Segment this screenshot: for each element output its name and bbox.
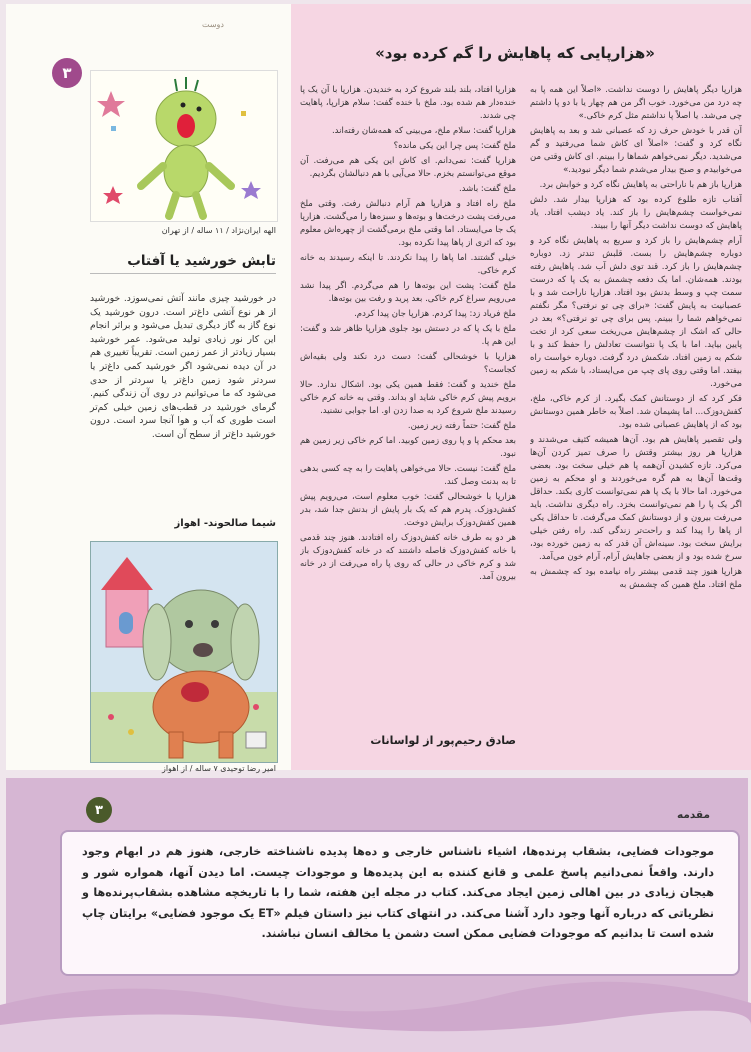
story-column-left	[300, 84, 516, 724]
intro-heading: مقدمه	[677, 809, 710, 821]
paragraph: ملخ راه افتاد و هزارپا هم آرام دنبالش رفت. وقتی ملخ می‌رفت پشت درخت‌ها و بوته‌ها و سبزه‌ها را می‌گشت. هزارپا یک جا می‌ایستاد. اما وقتی ملخ برمی‌گشت از چهره‌اش معلوم بود که اثری از پاها پیدا نکرده بود.	[300, 199, 516, 248]
intro-badge: ۳	[86, 797, 112, 823]
paragraph: آفتاب تازه طلوع کرده بود که هزارپا بیدار شد. دلش نمی‌خواست چشم‌هایش را باز کند. یاد دیشب افتاد. یاد پاهایش که دوست نداشت دیگر آنها را ببیند.	[530, 195, 742, 231]
intro-text: موجودات فضایی، بشقاب پرنده‌ها، اشیاء ناشناس خارجی و ده‌ها پدیده ناشناخته خارجی، هنوز هم در ابهام وجود دارند. واقعاً نمی‌دانیم پاسخ علمی و قانع کننده به این پدیده‌ها و موجودات چیست. اما دیدن آنها، همواره شور و هیجان زیادی در بین اهالی زمین ایجاد می‌کند. کتاب در مجله این هفته، شما را با تاریخچه مشاهده بشقاب‌پرنده‌ها و نظریاتی که درباره آنها وجود دارد آشنا می‌کند. در انتهای کتاب نیز داستان فیلم «ET یک موجود فضایی» برایتان چاپ شده است تا بدانیم که موجودات فضایی ممکن است دشمن یا مخالف انسان نباشند.	[82, 845, 715, 940]
paragraph: ملخ گفت: نیست. حالا می‌خواهی پاهایت را به چه کسی بدهی تا به بدنت وصل کند.	[300, 464, 516, 487]
page-badge: ۳	[52, 58, 82, 88]
drawing2-caption: امیر رضا توحیدی ۷ ساله / از اهواز	[161, 764, 276, 773]
story-title: «هزارپایی که پاهایش را گم کرده بود»	[375, 44, 655, 62]
paragraph: ملخ گفت: حتماً رفته زیر زمین.	[407, 421, 516, 431]
paragraph: هزارپا با خوشحالی گفت: دست درد نکند ولی بقیه‌اش کجاست؟	[300, 352, 516, 375]
paragraph: هزارپا افتاد، بلند بلند شروع کرد به خندیدن. هزارپا با آن یک پا خنده‌دار هم شده بود. ملخ با خنده گفت: سلام هزارپا، پاهایت چی شدند.	[300, 85, 516, 121]
dog-drawing-icon	[91, 542, 277, 762]
child-drawing-dog	[90, 541, 278, 763]
paragraph: هزارپا با خوشحالی گفت: خوب معلوم است، می‌رویم پیش کفش‌دوزک. پدرم هم که یک بار پایش از بدنش جدا شد، بدر همین کفش‌دوزک برایش دوخت.	[300, 492, 516, 528]
drawing1-caption: الهه ایران‌نژاد / ۱۱ ساله / از تهران	[161, 226, 276, 235]
paragraph: هزارپا باز هم با ناراحتی به پاهایش نگاه کرد و خوابش برد.	[539, 180, 742, 190]
paragraph: هزارپا هنوز چند قدمی بیشتر راه نیامده بود که چشمش به ملخ افتاد. ملخ همین که چشمش به	[530, 567, 742, 590]
paragraph: ملخ با یک پا که در دستش بود جلوی هزارپا ظاهر شد و گفت: این هم پا.	[300, 324, 516, 347]
paragraph: هزارپا گفت: سلام ملخ، می‌بینی که همه‌شان رفته‌اند.	[331, 126, 516, 136]
paragraph: بعد محکم پا و پا روی زمین کوبید. اما کرم خاکی زیر زمین هم نبود.	[300, 436, 516, 459]
paragraph: فکر کرد که از دوستانش کمک بگیرد. از کرم خاکی، ملخ، کفش‌دوزک... اما پشیمان شد. اصلاً به خاطر همین دوستانش بود که از پاهایش عصبانی شده بود.	[530, 394, 742, 430]
paragraph: ملخ فریاد زد: پیدا کردم. هزارپا جان پیدا کردم.	[354, 309, 516, 319]
sidebar-header-word: دوست	[202, 20, 224, 29]
paragraph: هزارپا گفت: نمی‌دانم. ای کاش این یکی هم می‌رفت. آن موقع می‌توانستم بخزم. حالا می‌آیی با هم دنبالشان بگردیم.	[300, 156, 516, 179]
sidebar-article-title: تابش خورشید یا آفتاب	[90, 253, 276, 274]
paragraph: ملخ خندید و گفت: فقط همین یکی بود. اشکال ندارد. حالا برویم پیش کرم خاکی شاید او بداند. وقتی به خانه کرم خاکی رسیدند ملخ شروع کرد به صدا زدن او. اما جوابی نشنید.	[300, 380, 516, 416]
paragraph: هزارپا دیگر پاهایش را دوست نداشت. «اصلاً این همه پا به چه درد من می‌خورد. خوب اگر من هم چهار یا با دو پا داشتم چی می‌شد. یا اصلاً پا نداشتم مثل کرم خاکی.»	[530, 85, 742, 121]
story-author: صادق رحیم‌پور از لواسانات	[370, 734, 516, 747]
creature-drawing-icon	[91, 71, 277, 221]
child-drawing-creature	[90, 70, 278, 222]
paragraph: آرام چشم‌هایش را باز کرد و سریع به پاهایش نگاه کرد و دوباره چشم‌هایش را بست. قلبش تندتر زد. دوباره چشم‌هایش را باز کرد. قند توی دلش آب شد. پاهایش رفته بودند. همه‌شان. اما یک دفعه چشمش به یک پا که درست سمت چپ و وسط بدنش بود افتاد. هزارپا ناراحت شد و با عصبانیت به پایش گفت: «برای چی تو نرفتی؟ مگر نگفتم نمی‌خواهم شما را ببینم. پس برای چی تو نرفتی؟» بعد در حالی که اشک از چشم‌هایش می‌ریخت سعی کرد از تخت پایین بیاید. اما با یک پا نتوانست تعادلش را حفظ کند و با شکم به زمین افتاد. شکمش درد گرفت. دوباره خواست راه بیفتد. اما وقتی روی پای چپ من می‌ایستاد، با شکم به زمین می‌خورد.	[530, 236, 742, 389]
sidebar-article-author: شیما صالحوند- اهواز	[174, 518, 276, 529]
paragraph: ملخ گفت: پشت این بوته‌ها را هم می‌گردم. اگر پیدا نشد می‌رویم سراغ کرم خاکی. بعد پرید و رفت بین بوته‌ها.	[300, 281, 516, 304]
paragraph: آن قدر با خودش حرف زد که عصبانی شد و بعد به پاهایش نگاه کرد و گفت: «اصلاً ای کاش شما می‌رفتید و گم می‌شدید. دیگر نمی‌خواهم شماها را ببینم. ای کاش وقتی من می‌خوابیدم و صبح بیدار می‌شدم شما دیگر نبودید.»	[530, 126, 742, 175]
paragraph: ولی تقصیر پاهایش هم بود. آن‌ها همیشه کثیف می‌شدند و هزارپا هر روز بیشتر وقتش را صرف تمیز کردن آن‌ها می‌کرد. تازه کشیدن آن‌همه پا هم خیلی سخت بود. بعضی وقت‌ها آن‌ها به هم گره می‌خوردند و او محکم به زمین می‌خورد. اما حالا با یک پا هم نمی‌توانست کاری بکند. حداقل اگر یک پا را هم نمی‌توانست بخزد. راه دیگری نداشت. باید می‌رفت بیرون و از دوستانش کمک می‌گرفت. تا حداقل یکی از پاها را پیدا کند و راحت‌تر زندگی کند. راه رفتن خیلی برایش سخت بود. سینه‌اش آن قدر که به زمین خورده بود، سرخ شده بود و از بعضی جاهایش آرام، آرام خون می‌آمد.	[530, 435, 742, 562]
decorative-wave-icon	[0, 975, 751, 1052]
story-column-right	[530, 84, 742, 759]
paragraph: خیلی گشتند. اما پاها را پیدا نکردند. تا اینکه رسیدند به خانه کرم خاکی.	[300, 253, 516, 276]
sidebar-article-body: در خورشید چیزی مانند آتش نمی‌سوزد. خورشید از هر نوع آتشی داغ‌تر است. درون خورشید یک نوع گاز به گاز دیگری تبدیل می‌شود و براثر انجام این کار نور زیادی تولید می‌شود. عمر خورشید بسیار زیادتر از عمر زمین است. تقریباً تغییری هم در آن دیده نمی‌شود اگر خورشید کمی داغ‌تر یا سردتر شود زمین داغ‌تر یا سردتر از حدی می‌شود که ما می‌توانیم در روی آن زندگی کنیم. گرمای خورشید در قطب‌های زمین خیلی کم‌تر است طوری که آب و هوا آنجا سرد است. درون خورشید داغ‌تر از سطح آن است.	[90, 293, 276, 440]
paragraph: ملخ گفت: باشد.	[458, 184, 516, 194]
paragraph: هر دو به طرف خانه کفش‌دوزک راه افتادند. هنوز چند قدمی با خانه کفش‌دوزک فاصله داشتند که در خانه کفش‌دوزک باز شد و کرم خاکی در حالی که روی پا راه می‌رفت از در خانه بیرون آمد.	[300, 533, 516, 582]
paragraph: ملخ گفت: پس چرا این یکی مانده؟	[393, 141, 516, 151]
